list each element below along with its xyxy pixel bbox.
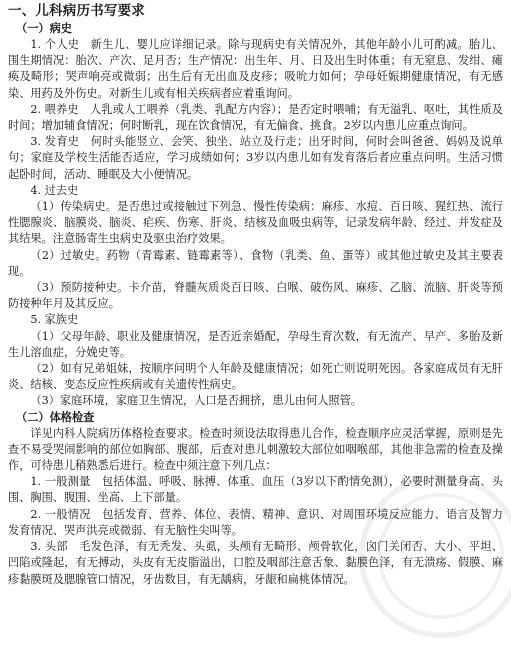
paragraph-vaccination-history: （3）预防接种史。卡介苗，脊髓灰质炎百日咳、白喉、破伤风、麻疹、乙脑、流脑、肝炎等预防接种年月及其反应。 bbox=[8, 281, 503, 311]
paragraph-parents-info: （1）父母年龄、职业及健康情况，是否近亲婚配，孕母生育次数，有无流产、早产、多胎及新生儿溶血症，分娩史等。 bbox=[8, 329, 503, 359]
document-title: 一、儿科病历书写要求 bbox=[8, 3, 145, 19]
paragraph-development-history: 3. 发育史 何时头能竖立、会笑、独坐、站立及行走；出牙时间，何时会叫爸爸、妈妈及说单句；家庭及学校生活能否适应，学习成绩如何；3岁以内患儿如有发育落后者应重点问明。生活习惯起卧时间，活动、睡眠及大小便情况。 bbox=[8, 135, 503, 181]
paragraph-personal-history: 1. 个人史 新生儿、婴儿应详细记录。除与现病史有关情况外，其他年龄小儿可酌减。胎儿、围生期情况：胎次、产次、足月否；生产情况：出生年、月、日及出生时体重；有无窒息、发绀、瘫痪及畸形；哭声响亮或微弱；出生后有无出血及皮疹；吸吮力如何；孕母妊娠期健康情况，有无感染、用药及外伤史。对新生儿或有相关疾病者应着重询问。 bbox=[8, 38, 503, 100]
paragraph-infectious-history: （1）传染病史。是否患过或接触过下列急、慢性传染病：麻疹、水痘、百日咳、猩红热、流行性腮腺炎、脑膜炎、脑炎、疟疾、伤寒、肝炎、结核及血吸虫病等，记录发病年龄、经过、并发症及其结果。注意肠寄生虫病史及驱虫治疗效果。 bbox=[8, 200, 503, 246]
paragraph-head-exam: 3. 头部 毛发色泽，有无秃发、头虱，头颅有无畸形、颅骨软化，囟门关闭否、大小、平坦、凹陷或隆起，有无搏动，头皮有无皮脂溢出，口腔及咽部注意舌象、黏膜色泽，有无溃疡、假膜、麻疹黏膜斑及腮腺管口情况，牙齿数目，有无龋病，牙龈和扁桃体情况。 bbox=[8, 540, 503, 586]
paragraph-past-history-heading: 4. 过去史 bbox=[30, 183, 79, 197]
paragraph-siblings-info: （2）如有兄弟姐妹，按顺序问明个人年龄及健康情况；如死亡则说明死因。各家庭成员有无肝炎、结核、变态反应性疾病或有关遗传性病史。 bbox=[8, 362, 503, 392]
section-heading-history: （一）病史 bbox=[16, 22, 72, 35]
paragraph-allergy-history: （2）过敏史。药物（青霉素、链霉素等）、食物（乳类、鱼、蛋等）或其他过敏史及其主要表现。 bbox=[8, 248, 503, 278]
paragraph-home-environment: （3）家庭环境，家庭卫生情况，人口是否拥挤，患儿由何人照管。 bbox=[30, 394, 362, 408]
section-heading-physical-exam: （二）体格检查 bbox=[16, 410, 95, 424]
paragraph-general-measurement: 1. 一般测量 包括体温、呼吸、脉搏、体重、血压（3岁以下酌情免测），必要时测量身高、头围、胸围、腹围、坐高、上下部量。 bbox=[8, 475, 503, 505]
paragraph-exam-intro: 详见内科人院病历体格检查要求。检查时须设法取得患儿合作，检查顺序应灵活掌握，原则是先查不易受哭闹影响的部位如胸部、腹部，后查对患儿刺激较大部位如咽喉部，其他非急需的检查及操作，可待患儿稍熟悉后进行。检查中须注意下列几点： bbox=[8, 426, 503, 473]
paragraph-feeding-history: 2. 喂养史 人乳或人工喂养（乳类、乳配方内容）；是否定时喂哺；有无溢乳、呕吐，其性质及时间；增加辅食情况；何时断乳，现在饮食情况，有无偏食、挑食。2岁以内患儿应重点询问。 bbox=[8, 102, 503, 133]
paragraph-family-history-heading: 5. 家族史 bbox=[30, 313, 79, 327]
paragraph-general-condition: 2. 一般情况 包括发育、营养、体位、表情、精神、意识、对周围环境反应能力、语言及智力发育情况、哭声洪亮或微弱、有无脑性尖叫等。 bbox=[8, 507, 503, 537]
